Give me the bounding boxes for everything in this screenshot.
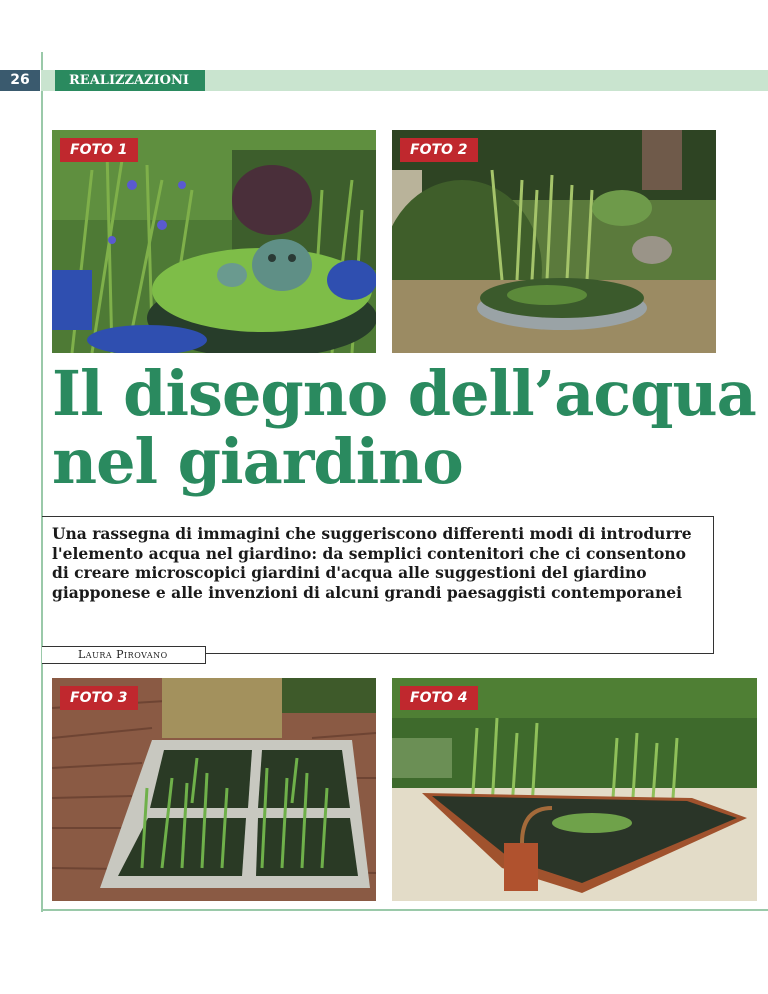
photo-2-image: [392, 130, 716, 353]
photo-1-label: FOTO 1: [60, 138, 138, 162]
photo-3-label: FOTO 3: [60, 686, 138, 710]
photo-1-image: [52, 130, 376, 353]
bottom-rule: [41, 909, 768, 911]
photo-3: [52, 678, 376, 901]
article-title: Il disegno dell’acqua nel giardino: [52, 357, 756, 498]
article-subtitle: Una rassegna di immagini che suggeriscono differenti modi di introdurre l'elemento acqua nel giardino: da semplici contenitori che ci consentono di creare microscopici giardini d'acqua alle suggestioni del giardino giapponese e alle invenzioni di alcuni grandi paesaggisti contemporanei: [52, 524, 692, 602]
page-number: 26: [0, 70, 40, 91]
author-byline: [42, 646, 206, 664]
margin-rule: [41, 52, 43, 912]
section-tag: REALIZZAZIONI: [55, 70, 205, 91]
photo-2: [392, 130, 716, 353]
subtitle-box: [42, 516, 714, 654]
photo-4-image: [392, 678, 757, 901]
photo-4: [392, 678, 757, 901]
photo-2-label: FOTO 2: [400, 138, 478, 162]
author-name: Laura Pirovano: [78, 648, 168, 661]
photo-3-image: [52, 678, 376, 901]
photo-1: [52, 130, 376, 353]
photo-4-label: FOTO 4: [400, 686, 478, 710]
